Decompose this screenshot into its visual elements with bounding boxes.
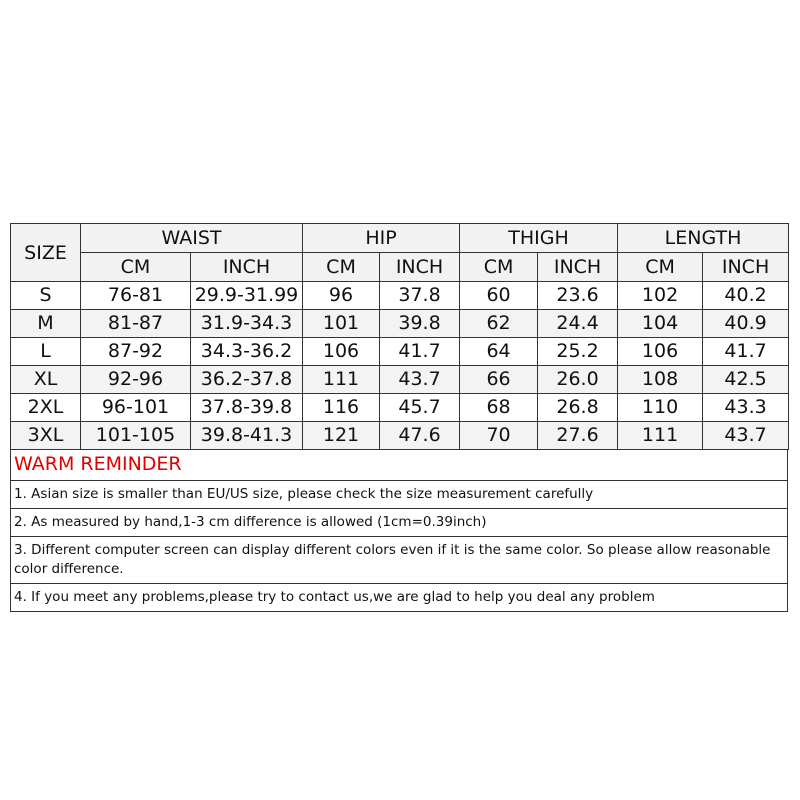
note-2: 2. As measured by hand,1-3 cm difference is allowed (1cm=0.39inch) (11, 508, 788, 536)
table-cell: 111 (618, 422, 703, 450)
table-cell: 106 (303, 338, 380, 366)
size-cell: 3XL (11, 422, 81, 450)
size-cell: 2XL (11, 394, 81, 422)
table-cell: 60 (460, 282, 538, 310)
table-cell: 39.8-41.3 (191, 422, 303, 450)
hip-inch-header: INCH (380, 253, 460, 282)
table-cell: 41.7 (380, 338, 460, 366)
reminder-title-row (11, 449, 788, 480)
thigh-cm-header: CM (460, 253, 538, 282)
table-cell: 43.3 (703, 394, 789, 422)
table-cell: 24.4 (538, 310, 618, 338)
table-cell: 121 (303, 422, 380, 450)
table-cell: 36.2-37.8 (191, 366, 303, 394)
table-row (11, 338, 789, 366)
table-cell: 102 (618, 282, 703, 310)
table-cell: 43.7 (703, 422, 789, 450)
table-cell: 42.5 (703, 366, 789, 394)
length-inch-header: INCH (703, 253, 789, 282)
size-cell: XL (11, 366, 81, 394)
table-cell: 108 (618, 366, 703, 394)
table-cell: 41.7 (703, 338, 789, 366)
note-row (11, 508, 788, 536)
table-cell: 104 (618, 310, 703, 338)
size-cell: S (11, 282, 81, 310)
table-cell: 92-96 (81, 366, 191, 394)
note-1: 1. Asian size is smaller than EU/US size, please check the size measurement carefully (11, 480, 788, 508)
table-cell: 29.9-31.99 (191, 282, 303, 310)
table-cell: 47.6 (380, 422, 460, 450)
table-row (11, 366, 789, 394)
waist-cm-header: CM (81, 253, 191, 282)
table-cell: 68 (460, 394, 538, 422)
reminder-notes (10, 449, 788, 612)
thigh-header: THIGH (460, 224, 618, 253)
note-row (11, 583, 788, 611)
hip-header: HIP (303, 224, 460, 253)
table-cell: 40.9 (703, 310, 789, 338)
table-cell: 40.2 (703, 282, 789, 310)
header-row-units (11, 253, 789, 282)
table-cell: 45.7 (380, 394, 460, 422)
size-chart (10, 223, 788, 612)
table-row (11, 422, 789, 450)
table-cell: 110 (618, 394, 703, 422)
header-row-groups (11, 224, 789, 253)
length-header: LENGTH (618, 224, 789, 253)
table-cell: 106 (618, 338, 703, 366)
table-cell: 66 (460, 366, 538, 394)
table-cell: 27.6 (538, 422, 618, 450)
table-cell: 76-81 (81, 282, 191, 310)
table-cell: 34.3-36.2 (191, 338, 303, 366)
table-cell: 111 (303, 366, 380, 394)
note-4: 4. If you meet any problems,please try to contact us,we are glad to help you deal any problem (11, 583, 788, 611)
hip-cm-header: CM (303, 253, 380, 282)
table-cell: 26.8 (538, 394, 618, 422)
table-cell: 37.8 (380, 282, 460, 310)
note-row (11, 480, 788, 508)
table-cell: 37.8-39.8 (191, 394, 303, 422)
table-cell: 23.6 (538, 282, 618, 310)
table-row (11, 282, 789, 310)
table-cell: 116 (303, 394, 380, 422)
table-cell: 81-87 (81, 310, 191, 338)
table-cell: 96 (303, 282, 380, 310)
table-cell: 31.9-34.3 (191, 310, 303, 338)
table-row (11, 310, 789, 338)
waist-header: WAIST (81, 224, 303, 253)
table-cell: 39.8 (380, 310, 460, 338)
table-cell: 25.2 (538, 338, 618, 366)
size-table (10, 223, 789, 450)
table-cell: 96-101 (81, 394, 191, 422)
note-row (11, 536, 788, 583)
table-cell: 101 (303, 310, 380, 338)
note-3: 3. Different computer screen can display different colors even if it is the same color. So please allow reasonable color difference. (11, 536, 788, 583)
table-cell: 62 (460, 310, 538, 338)
length-cm-header: CM (618, 253, 703, 282)
table-row (11, 394, 789, 422)
table-cell: 26.0 (538, 366, 618, 394)
reminder-title: WARM REMINDER (11, 449, 788, 480)
table-cell: 70 (460, 422, 538, 450)
size-cell: M (11, 310, 81, 338)
waist-inch-header: INCH (191, 253, 303, 282)
table-cell: 64 (460, 338, 538, 366)
table-cell: 43.7 (380, 366, 460, 394)
thigh-inch-header: INCH (538, 253, 618, 282)
table-cell: 101-105 (81, 422, 191, 450)
size-cell: L (11, 338, 81, 366)
size-header: SIZE (11, 224, 81, 282)
table-cell: 87-92 (81, 338, 191, 366)
